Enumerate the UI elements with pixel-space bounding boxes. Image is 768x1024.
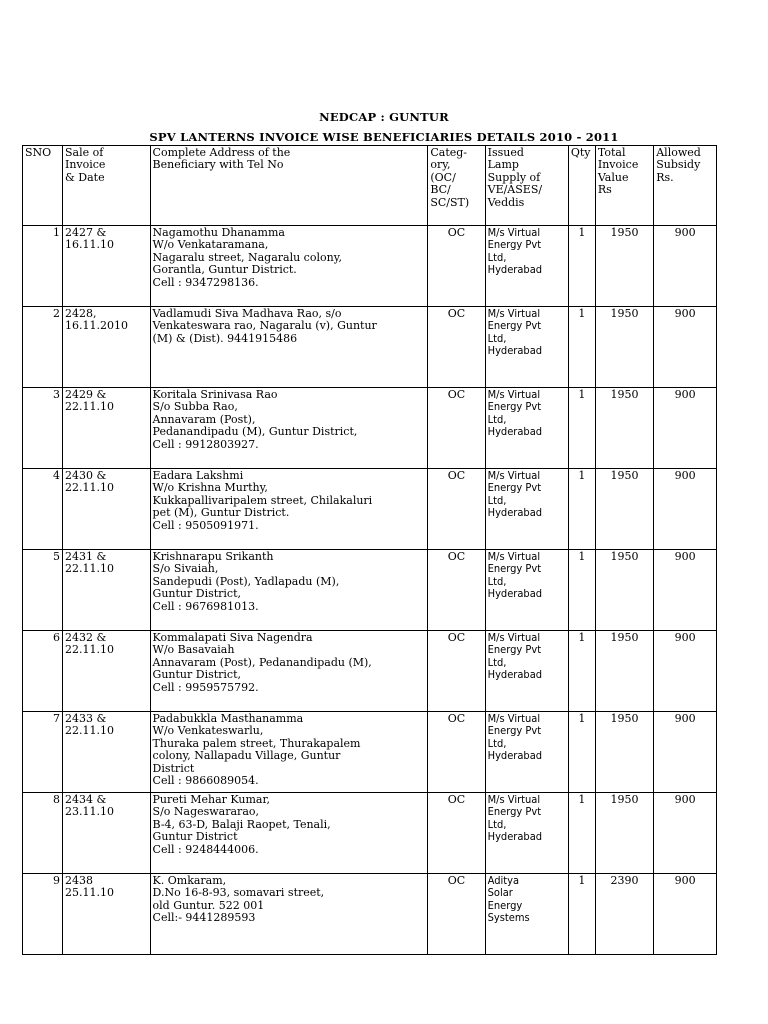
text-line: Ltd, [487, 574, 507, 588]
text-line: SNO [25, 146, 52, 159]
cell-invoice [62, 226, 150, 307]
text-line: Invoice [597, 158, 639, 172]
text-line: BC/ [430, 183, 451, 197]
header-category [428, 146, 485, 226]
text-line: Sandepudi (Post), Yadlapadu (M), [152, 574, 340, 588]
text-line: B-4, 63-D, Balaji Raopet, Tenali, [152, 817, 331, 831]
cell-subsidy: 900 [654, 550, 717, 631]
table-row [23, 307, 717, 388]
header-invoice [62, 146, 150, 226]
text-line: Energy Pvt [487, 724, 542, 738]
cell-address [150, 388, 428, 469]
cell-total: 1950 [595, 631, 653, 712]
text-line: Koritala Srinivasa Rao [152, 388, 278, 401]
header-qty [568, 146, 595, 226]
text-line: M/s Virtual [487, 550, 541, 563]
text-line: Energy Pvt [487, 481, 542, 495]
text-line: M/s Virtual [487, 388, 541, 401]
text-line: Eadara Lakshmi [152, 469, 244, 482]
text-line: S/o Subba Rao, [152, 400, 238, 414]
text-line: ory, [430, 158, 451, 172]
text-line: Rs. [656, 170, 674, 184]
table-row [23, 631, 717, 712]
cell-category: OC [428, 226, 485, 307]
beneficiaries-table [22, 145, 717, 955]
text-line: 16.11.10 [64, 238, 114, 252]
cell-total: 1950 [595, 307, 653, 388]
table-header-row [23, 146, 717, 226]
cell-supply [485, 793, 568, 874]
text-line: Cell : 9347298136. [152, 275, 259, 289]
text-line: D.No 16-8-93, somavari street, [152, 886, 325, 900]
text-line: 22.11.10 [64, 562, 114, 576]
cell-invoice [62, 307, 150, 388]
text-line: Aditya [487, 874, 520, 887]
text-line: 2430 & [64, 469, 107, 482]
text-line: 2438 [64, 874, 93, 887]
text-line: Hyderabad [487, 749, 543, 763]
cell-sno: 7 [23, 712, 63, 793]
text-line: Padabukkla Masthanamma [152, 712, 304, 725]
table-row [23, 388, 717, 469]
cell-supply [485, 307, 568, 388]
text-line: Thuraka palem street, Thurakapalem [152, 736, 361, 750]
cell-supply [485, 550, 568, 631]
text-line: Energy Pvt [487, 643, 542, 657]
cell-qty: 1 [568, 874, 595, 955]
header-total [595, 146, 653, 226]
text-line: Solar [487, 886, 513, 900]
text-line: K. Omkaram, [152, 874, 227, 887]
text-line: Rs [597, 183, 612, 197]
text-line: 2433 & [64, 712, 107, 725]
cell-qty: 1 [568, 226, 595, 307]
cell-total: 1950 [595, 712, 653, 793]
text-line: Pedanandipadu (M), Guntur District, [152, 425, 358, 439]
text-line: 2432 & [64, 631, 107, 644]
cell-qty: 1 [568, 388, 595, 469]
text-line: Venkateswara rao, Nagaralu (v), Guntur [152, 319, 377, 333]
text-line: Supply of [487, 170, 541, 184]
text-line: Systems [487, 911, 530, 925]
header-address [150, 146, 428, 226]
text-line: W/o Krishna Murthy, [152, 481, 268, 495]
header-sno [23, 146, 63, 226]
text-line: S/o Sivaiah, [152, 562, 219, 576]
text-line: Cell : 9866089054. [152, 774, 259, 788]
cell-qty: 1 [568, 631, 595, 712]
text-line: Subsidy [656, 158, 701, 172]
text-line: Energy Pvt [487, 562, 542, 576]
cell-total: 1950 [595, 469, 653, 550]
text-line: Ltd, [487, 736, 507, 750]
cell-address [150, 793, 428, 874]
header-subsidy [654, 146, 717, 226]
cell-sno: 1 [23, 226, 63, 307]
cell-supply [485, 469, 568, 550]
text-line: Guntur District [152, 830, 238, 844]
text-line: Sale of [64, 146, 104, 159]
cell-invoice [62, 469, 150, 550]
text-line: Allowed [656, 146, 701, 159]
cell-subsidy: 900 [654, 226, 717, 307]
cell-category: OC [428, 388, 485, 469]
cell-sno: 5 [23, 550, 63, 631]
cell-address [150, 226, 428, 307]
text-line: W/o Venkateswarlu, [152, 724, 264, 738]
text-line: Guntur District, [152, 668, 242, 682]
text-line: 22.11.10 [64, 481, 114, 495]
cell-qty: 1 [568, 712, 595, 793]
text-line: Hyderabad [487, 344, 543, 358]
text-line: Guntur District, [152, 587, 242, 601]
text-line: Veddis [487, 195, 525, 209]
text-line: Invoice [64, 158, 106, 172]
text-line: Gorantla, Guntur District. [152, 263, 297, 277]
cell-address [150, 874, 428, 955]
text-line: 25.11.10 [64, 886, 114, 900]
cell-subsidy: 900 [654, 388, 717, 469]
cell-subsidy: 900 [654, 712, 717, 793]
text-line: Energy Pvt [487, 319, 542, 333]
text-line: Hyderabad [487, 506, 543, 520]
text-line: Cell : 9248444006. [152, 842, 259, 856]
cell-subsidy: 900 [654, 631, 717, 712]
table-row [23, 469, 717, 550]
cell-sno: 6 [23, 631, 63, 712]
text-line: Qty [570, 146, 591, 159]
table-row [23, 712, 717, 793]
text-line: 2434 & [64, 793, 107, 806]
cell-invoice [62, 631, 150, 712]
text-line: Krishnarapu Srikanth [152, 550, 274, 563]
cell-supply [485, 631, 568, 712]
cell-subsidy: 900 [654, 469, 717, 550]
document-subtitle: SPV LANTERNS INVOICE WISE BENEFICIARIES DETAILS 2010 - 2011 [149, 130, 619, 144]
cell-sno: 3 [23, 388, 63, 469]
text-line: Cell : 9676981013. [152, 599, 259, 613]
text-line: & Date [64, 170, 105, 184]
cell-total: 1950 [595, 550, 653, 631]
text-line: Lamp [487, 158, 519, 172]
text-line: 22.11.10 [64, 400, 114, 414]
cell-invoice [62, 712, 150, 793]
text-line: 2428, [64, 307, 97, 320]
cell-sno: 2 [23, 307, 63, 388]
text-line: 2429 & [64, 388, 107, 401]
text-line: 2431 & [64, 550, 107, 563]
text-line: 23.11.10 [64, 805, 114, 819]
text-line: Beneficiary with Tel No [152, 158, 284, 172]
text-line: Pureti Mehar Kumar, [152, 793, 270, 806]
text-line: Hyderabad [487, 425, 543, 439]
cell-total: 1950 [595, 388, 653, 469]
text-line: Energy Pvt [487, 238, 542, 252]
cell-address [150, 712, 428, 793]
text-line: Kukkapallivaripalem street, Chilakaluri [152, 493, 373, 507]
header-supply [485, 146, 568, 226]
text-line: Energy [487, 898, 523, 912]
text-line: Hyderabad [487, 668, 543, 682]
cell-address [150, 307, 428, 388]
cell-qty: 1 [568, 307, 595, 388]
text-line: pet (M), Guntur District. [152, 506, 290, 520]
cell-address [150, 469, 428, 550]
cell-category: OC [428, 307, 485, 388]
cell-qty: 1 [568, 469, 595, 550]
text-line: Ltd, [487, 493, 507, 507]
cell-category: OC [428, 631, 485, 712]
text-line: colony, Nallapadu Village, Guntur [152, 749, 341, 763]
text-line: Energy Pvt [487, 400, 542, 414]
cell-supply [485, 874, 568, 955]
cell-invoice [62, 388, 150, 469]
cell-category: OC [428, 469, 485, 550]
text-line: Kommalapati Siva Nagendra [152, 631, 313, 644]
cell-category: OC [428, 874, 485, 955]
cell-invoice [62, 793, 150, 874]
cell-sno: 4 [23, 469, 63, 550]
text-line: Value [597, 170, 629, 184]
cell-category: OC [428, 550, 485, 631]
text-line: Complete Address of the [152, 146, 291, 159]
cell-category: OC [428, 712, 485, 793]
text-line: Total [597, 146, 626, 159]
cell-supply [485, 226, 568, 307]
text-line: (OC/ [430, 170, 456, 184]
text-line: M/s Virtual [487, 226, 541, 239]
text-line: Hyderabad [487, 587, 543, 601]
text-line: M/s Virtual [487, 631, 541, 644]
text-line: W/o Venkataramana, [152, 238, 269, 252]
text-line: Nagaralu street, Nagaralu colony, [152, 250, 342, 264]
text-line: Annavaram (Post), Pedanandipadu (M), [152, 655, 372, 669]
text-line: Ltd, [487, 655, 507, 669]
text-line: SC/ST) [430, 195, 470, 209]
cell-invoice [62, 874, 150, 955]
text-line: 22.11.10 [64, 643, 114, 657]
cell-supply [485, 712, 568, 793]
text-line: M/s Virtual [487, 712, 541, 725]
text-line: Energy Pvt [487, 805, 542, 819]
text-line: Cell : 9912803927. [152, 437, 259, 451]
text-line: Ltd, [487, 412, 507, 426]
text-line: Hyderabad [487, 830, 543, 844]
text-line: Nagamothu Dhanamma [152, 226, 285, 239]
text-line: M/s Virtual [487, 793, 541, 806]
text-line: Issued [487, 146, 524, 159]
cell-total: 1950 [595, 226, 653, 307]
text-line: M/s Virtual [487, 469, 541, 482]
cell-subsidy: 900 [654, 793, 717, 874]
table-row [23, 550, 717, 631]
text-line: Cell:- 9441289593 [152, 911, 256, 925]
text-line: W/o Basavaiah [152, 643, 235, 657]
text-line: old Guntur. 522 001 [152, 898, 265, 912]
table-body [23, 226, 717, 955]
text-line: (M) & (Dist). 9441915486 [152, 331, 298, 345]
text-line: 16.11.2010 [64, 319, 128, 333]
text-line: Cell : 9505091971. [152, 518, 259, 532]
document-title: NEDCAP : GUNTUR [319, 110, 449, 124]
text-line: Ltd, [487, 250, 507, 264]
cell-address [150, 550, 428, 631]
text-line: Vadlamudi Siva Madhava Rao, s/o [152, 307, 342, 320]
text-line: Hyderabad [487, 263, 543, 277]
text-line: S/o Nageswararao, [152, 805, 259, 819]
text-line: VE/ASES/ [487, 183, 543, 197]
cell-subsidy: 900 [654, 874, 717, 955]
table-row [23, 226, 717, 307]
text-line: M/s Virtual [487, 307, 541, 320]
text-line: 22.11.10 [64, 724, 114, 738]
cell-address [150, 631, 428, 712]
cell-qty: 1 [568, 793, 595, 874]
table-row [23, 793, 717, 874]
table-row [23, 874, 717, 955]
cell-total: 2390 [595, 874, 653, 955]
text-line: 2427 & [64, 226, 107, 239]
text-line: Ltd, [487, 331, 507, 345]
text-line: Ltd, [487, 817, 507, 831]
cell-sno: 8 [23, 793, 63, 874]
text-line: Cell : 9959575792. [152, 680, 259, 694]
cell-sno: 9 [23, 874, 63, 955]
text-line: Categ- [430, 146, 468, 159]
cell-subsidy: 900 [654, 307, 717, 388]
cell-supply [485, 388, 568, 469]
cell-category: OC [428, 793, 485, 874]
text-line: District [152, 761, 195, 775]
cell-qty: 1 [568, 550, 595, 631]
cell-total: 1950 [595, 793, 653, 874]
cell-invoice [62, 550, 150, 631]
text-line: Annavaram (Post), [152, 412, 256, 426]
